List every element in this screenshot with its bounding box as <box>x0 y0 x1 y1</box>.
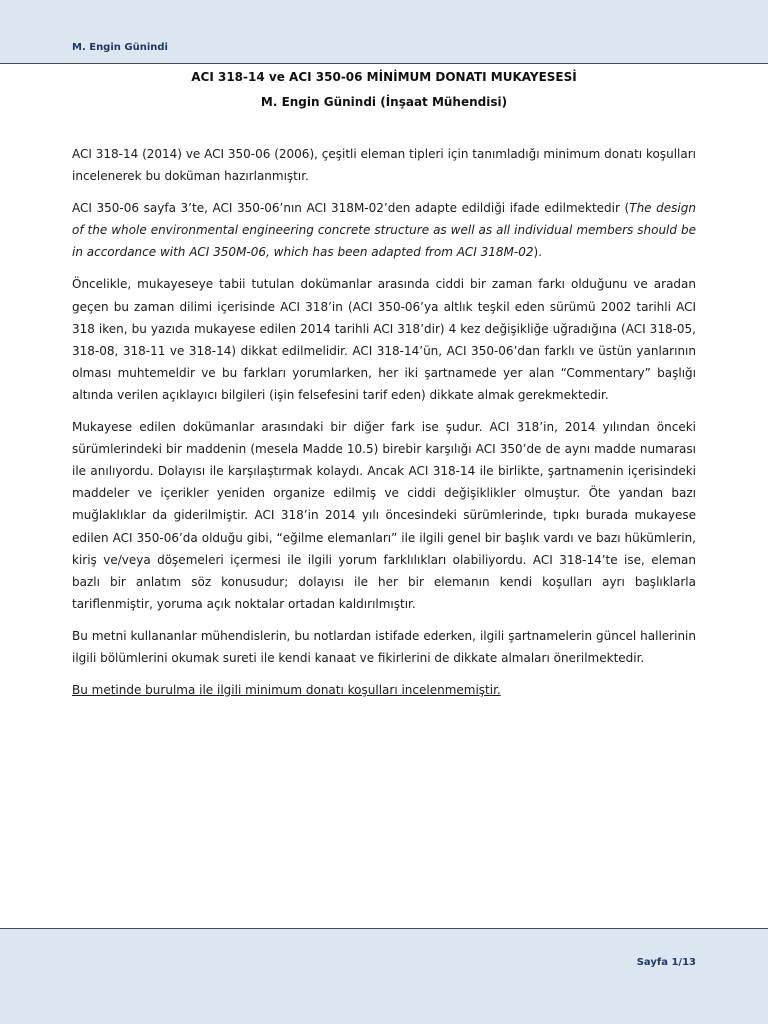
paragraph-adaptation-text: ACI 350-06 sayfa 3’te, ACI 350-06’nın ACI 318M-02’den adapte edildiği ifade edilmektedir ( <box>72 201 630 216</box>
paragraph-adaptation <box>72 197 696 263</box>
document-body <box>72 143 696 711</box>
paragraph-structure-difference: Mukayese edilen dokümanlar arasındaki bir diğer fark ise şudur. ACI 318’in, 2014 yılından önceki sürümlerindeki bir maddenin (mesela Madde 10.5) birebir karşılığı ACI 350’de de aynı madde numarası ile anılıyordu. Dolayısı ile karşılaştırmak kolaydı. Ancak ACI 318-14 ile birlikte, şartnamenin içerisindeki maddeler ve içerikler yeniden organize edilmiş ve ciddi değişiklikler olmuştur. Öte yandan bazı muğlaklıklar da giderilmiştir. ACI 318’in 2014 yılı öncesindeki sürümlerinde, tıpkı burada mukayese edilen ACI 350-06’da olduğu gibi, “eğilme elemanları” ile ilgili genel bir başlık vardı ve bazı hükümlerin, kiriş ve/veya döşemeleri içermesi ile ilgili yorum farklılıkları olabiliyordu. ACI 318-14’te ise, eleman bazlı bir anlatım söz konusudur; dolayısı ile her bir elemanın kendi koşulları ayrı başlıklarla tariflenmiştir, yoruma açık noktalar ortadan kaldırılmıştır. <box>72 420 696 611</box>
paragraph-intro: ACI 318-14 (2014) ve ACI 350-06 (2006), çeşitli eleman tipleri için tanımladığı minimum donatı koşulları incelenerek bu doküman hazırlanmıştır. <box>72 147 696 184</box>
page-footer <box>0 928 768 1024</box>
page-number: Sayfa 1/13 <box>636 957 696 968</box>
page-header <box>0 0 768 64</box>
document-title: ACI 318-14 ve ACI 350-06 MİNİMUM DONATI MUKAYESESİ <box>191 70 577 84</box>
document-author-line: M. Engin Günindi (İnşaat Mühendisi) <box>260 95 508 109</box>
paragraph-torsion-note: Bu metinde burulma ile ilgili minimum donatı koşulları incelenmemiştir. <box>72 683 501 698</box>
paragraph-adaptation-quote: The design of the whole environmental engineering concrete structure as well as all individual members should be in accordance with ACI 350M-06, which has been adapted from ACI 318M-02 <box>72 201 696 260</box>
header-author: M. Engin Günindi <box>72 42 168 53</box>
paragraph-time-difference: Öncelikle, mukayeseye tabii tutulan dokümanlar arasında ciddi bir zaman farkı olduğunu ve aradan geçen bu zaman dilimi içerisinde ACI 318’in (ACI 350-06’ya altlık teşkil eden sürümü 2002 tarihli ACI 318 iken, bu yazıda mukayese edilen 2014 tarihli ACI 318’dir) 4 kez değişikliğe uğradığına (ACI 318-05, 318-08, 318-11 ve 318-14) dikkat edilmelidir. ACI 318-14’ün, ACI 350-06’dan farklı ve üstün yanlarının olması muhtemeldir ve bu farkları yorumlarken, her iki şartnamede yer alan “Commentary” başlığı altında verilen açıklayıcı bilgileri (işin felsefesini tarif eden) dikkate almak gerekmektedir. <box>72 277 696 402</box>
paragraph-adaptation-end: ). <box>533 245 543 260</box>
paragraph-recommendation: Bu metni kullananlar mühendislerin, bu notlardan istifade ederken, ilgili şartnamelerin güncel hallerinin ilgili bölümlerini okumak sureti ile kendi kanaat ve fikirlerini de dikkate almaları önerilmektedir. <box>72 628 696 665</box>
